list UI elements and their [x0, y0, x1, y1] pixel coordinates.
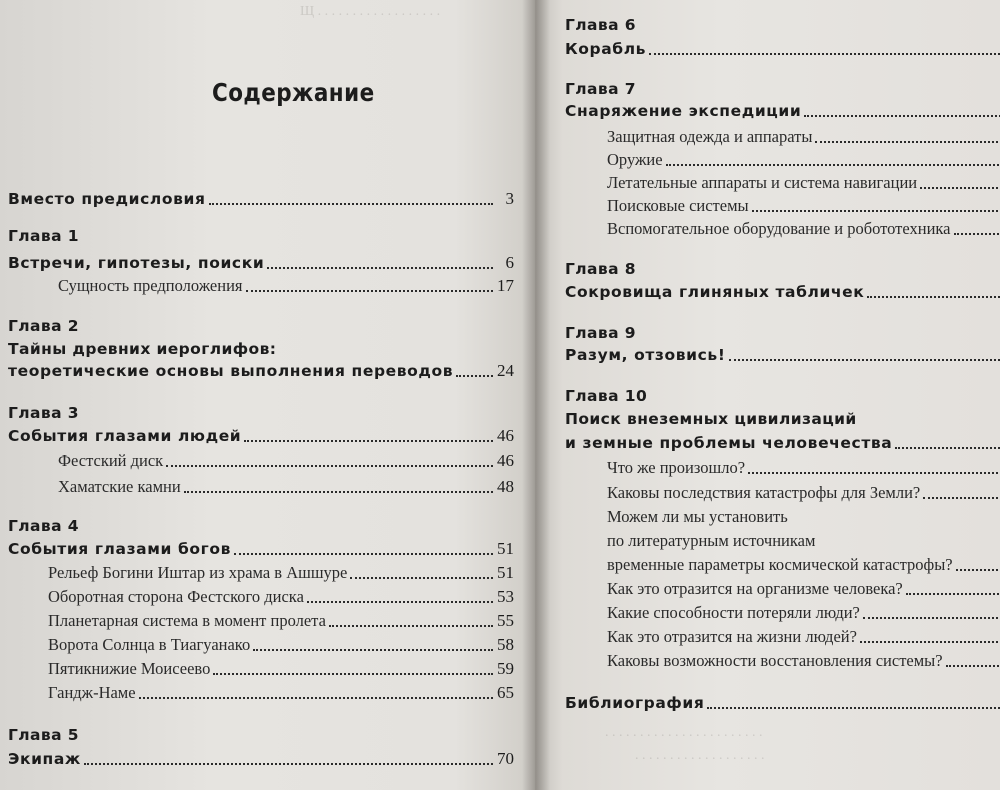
toc-entry: Библиография	[565, 692, 1000, 714]
toc-entry: Сокровища глиняных табличек	[565, 281, 1000, 303]
chapter-label: Глава 2	[8, 317, 79, 335]
toc-subentry: Каковы последствия катастрофы для Земли?	[607, 482, 1000, 504]
toc-entry: Корабль	[565, 38, 1000, 60]
chapter-label: Глава 6	[565, 16, 636, 34]
toc-entry-line: Поиск внеземных цивилизаций	[565, 410, 857, 428]
toc-entry-line: Тайны древних иероглифов:	[8, 340, 277, 358]
chapter-label: Глава 3	[8, 404, 79, 422]
toc-entry: Разум, отзовись!	[565, 344, 1000, 366]
toc-entry: теоретические основы выполнения переводов 24	[8, 361, 514, 380]
toc-subentry: Какие способности потеряли люди?	[607, 602, 1000, 624]
toc-subentry: Планетарная система в момент пролета 55	[48, 611, 514, 630]
toc-entry: Встречи, гипотезы, поиски 6	[8, 253, 514, 272]
toc-entry: и земные проблемы человечества	[565, 432, 1000, 454]
left-page: Щ . . . . . . . . . . . . . . . . . . Содержание Вместо предисловия 3 Глава 1 Встречи, гипотезы, поиски 6 Сущность предположения 17 Глава 2 Тайны древних иероглифов: теоретические основы выполнения переводов 24 Глава 3 События глазами людей 46 Фестский диск 46 Хаматские камни 48 Глава 4 События глазами богов 51 Рельеф Богини Иштар из храма в Ашшуре 51 Оборотная сторона Фестского диска 53 Планетарная система в момент пролета 55 Ворота Солнца в Тиагуанако 58 Пятикнижие Моисеево 59 Гандж-Наме 65 Глава 5 Экипаж 70	[0, 0, 535, 790]
chapter-label: Глава 1	[8, 227, 79, 245]
toc-subentry: Что же произошло?	[607, 457, 1000, 479]
toc-subentry: Каковы возможности восстановления системы?	[607, 650, 1000, 672]
chapter-label: Глава 8	[565, 260, 636, 278]
toc-subentry: Защитная одежда и аппараты	[607, 126, 1000, 148]
page-title: Содержание	[212, 78, 375, 107]
toc-subentry: Сущность предположения 17	[58, 276, 514, 295]
toc-subentry: Как это отразится на организме человека?	[607, 578, 1000, 600]
toc-subentry: Оборотная сторона Фестского диска 53	[48, 587, 514, 606]
toc-subentry: Рельеф Богини Иштар из храма в Ашшуре 51	[48, 563, 514, 582]
toc-entry: Вместо предисловия 3	[8, 189, 514, 208]
toc-subentry: временные параметры космической катастрофы?	[607, 554, 1000, 576]
toc-subentry: Оружие	[607, 149, 1000, 171]
chapter-label: Глава 9	[565, 324, 636, 342]
toc-subentry: Хаматские камни 48	[58, 477, 514, 496]
right-page: Глава 6 Корабль Глава 7 Снаряжение экспедиции Защитная одежда и аппараты Оружие Летательные аппараты и система навигации Поисковые системы Вспомогательное оборудование и робототехника Глава 8 Сокровища глиняных табличек Глава 9 Разум, отзовись! Глава 10 Поиск внеземных цивилизаций и земные проблемы человечества Что же произошло? Каковы последствия катастрофы для Земли? Можем ли мы установить по литературным источникам временные параметры космической катастрофы? Как это отразится на организме человека? Какие способности потеряли люди? Как это отразится на жизни людей? Каковы возможности восстановления системы? Библиография . . . . . . . . . . . . . . . . . . . . . . . . . . . . . . . . . . . . . . . . . .	[535, 0, 1000, 790]
toc-entry: События глазами людей 46	[8, 426, 514, 445]
toc-subentry: Летательные аппараты и система навигации	[607, 172, 1000, 194]
toc-subentry: Можем ли мы установить	[607, 507, 788, 526]
toc-entry: Снаряжение экспедиции	[565, 100, 1000, 122]
book-gutter	[522, 0, 550, 790]
toc-subentry: Гандж-Наме 65	[48, 683, 514, 702]
chapter-label: Глава 7	[565, 80, 636, 98]
chapter-label: Глава 4	[8, 517, 79, 535]
toc-subentry: Фестский диск 46	[58, 451, 514, 470]
toc-entry: События глазами богов 51	[8, 539, 514, 558]
toc-subentry: Поисковые системы	[607, 195, 1000, 217]
toc-subentry: Ворота Солнца в Тиагуанако 58	[48, 635, 514, 654]
chapter-label: Глава 10	[565, 387, 648, 405]
toc-subentry: Пятикнижие Моисеево 59	[48, 659, 514, 678]
toc-subentry: Как это отразится на жизни людей?	[607, 626, 1000, 648]
toc-entry: Экипаж 70	[8, 749, 514, 768]
toc-subentry: по литературным источникам	[607, 531, 816, 550]
chapter-label: Глава 5	[8, 726, 79, 744]
toc-subentry: Вспомогательное оборудование и робототехника	[607, 218, 1000, 240]
